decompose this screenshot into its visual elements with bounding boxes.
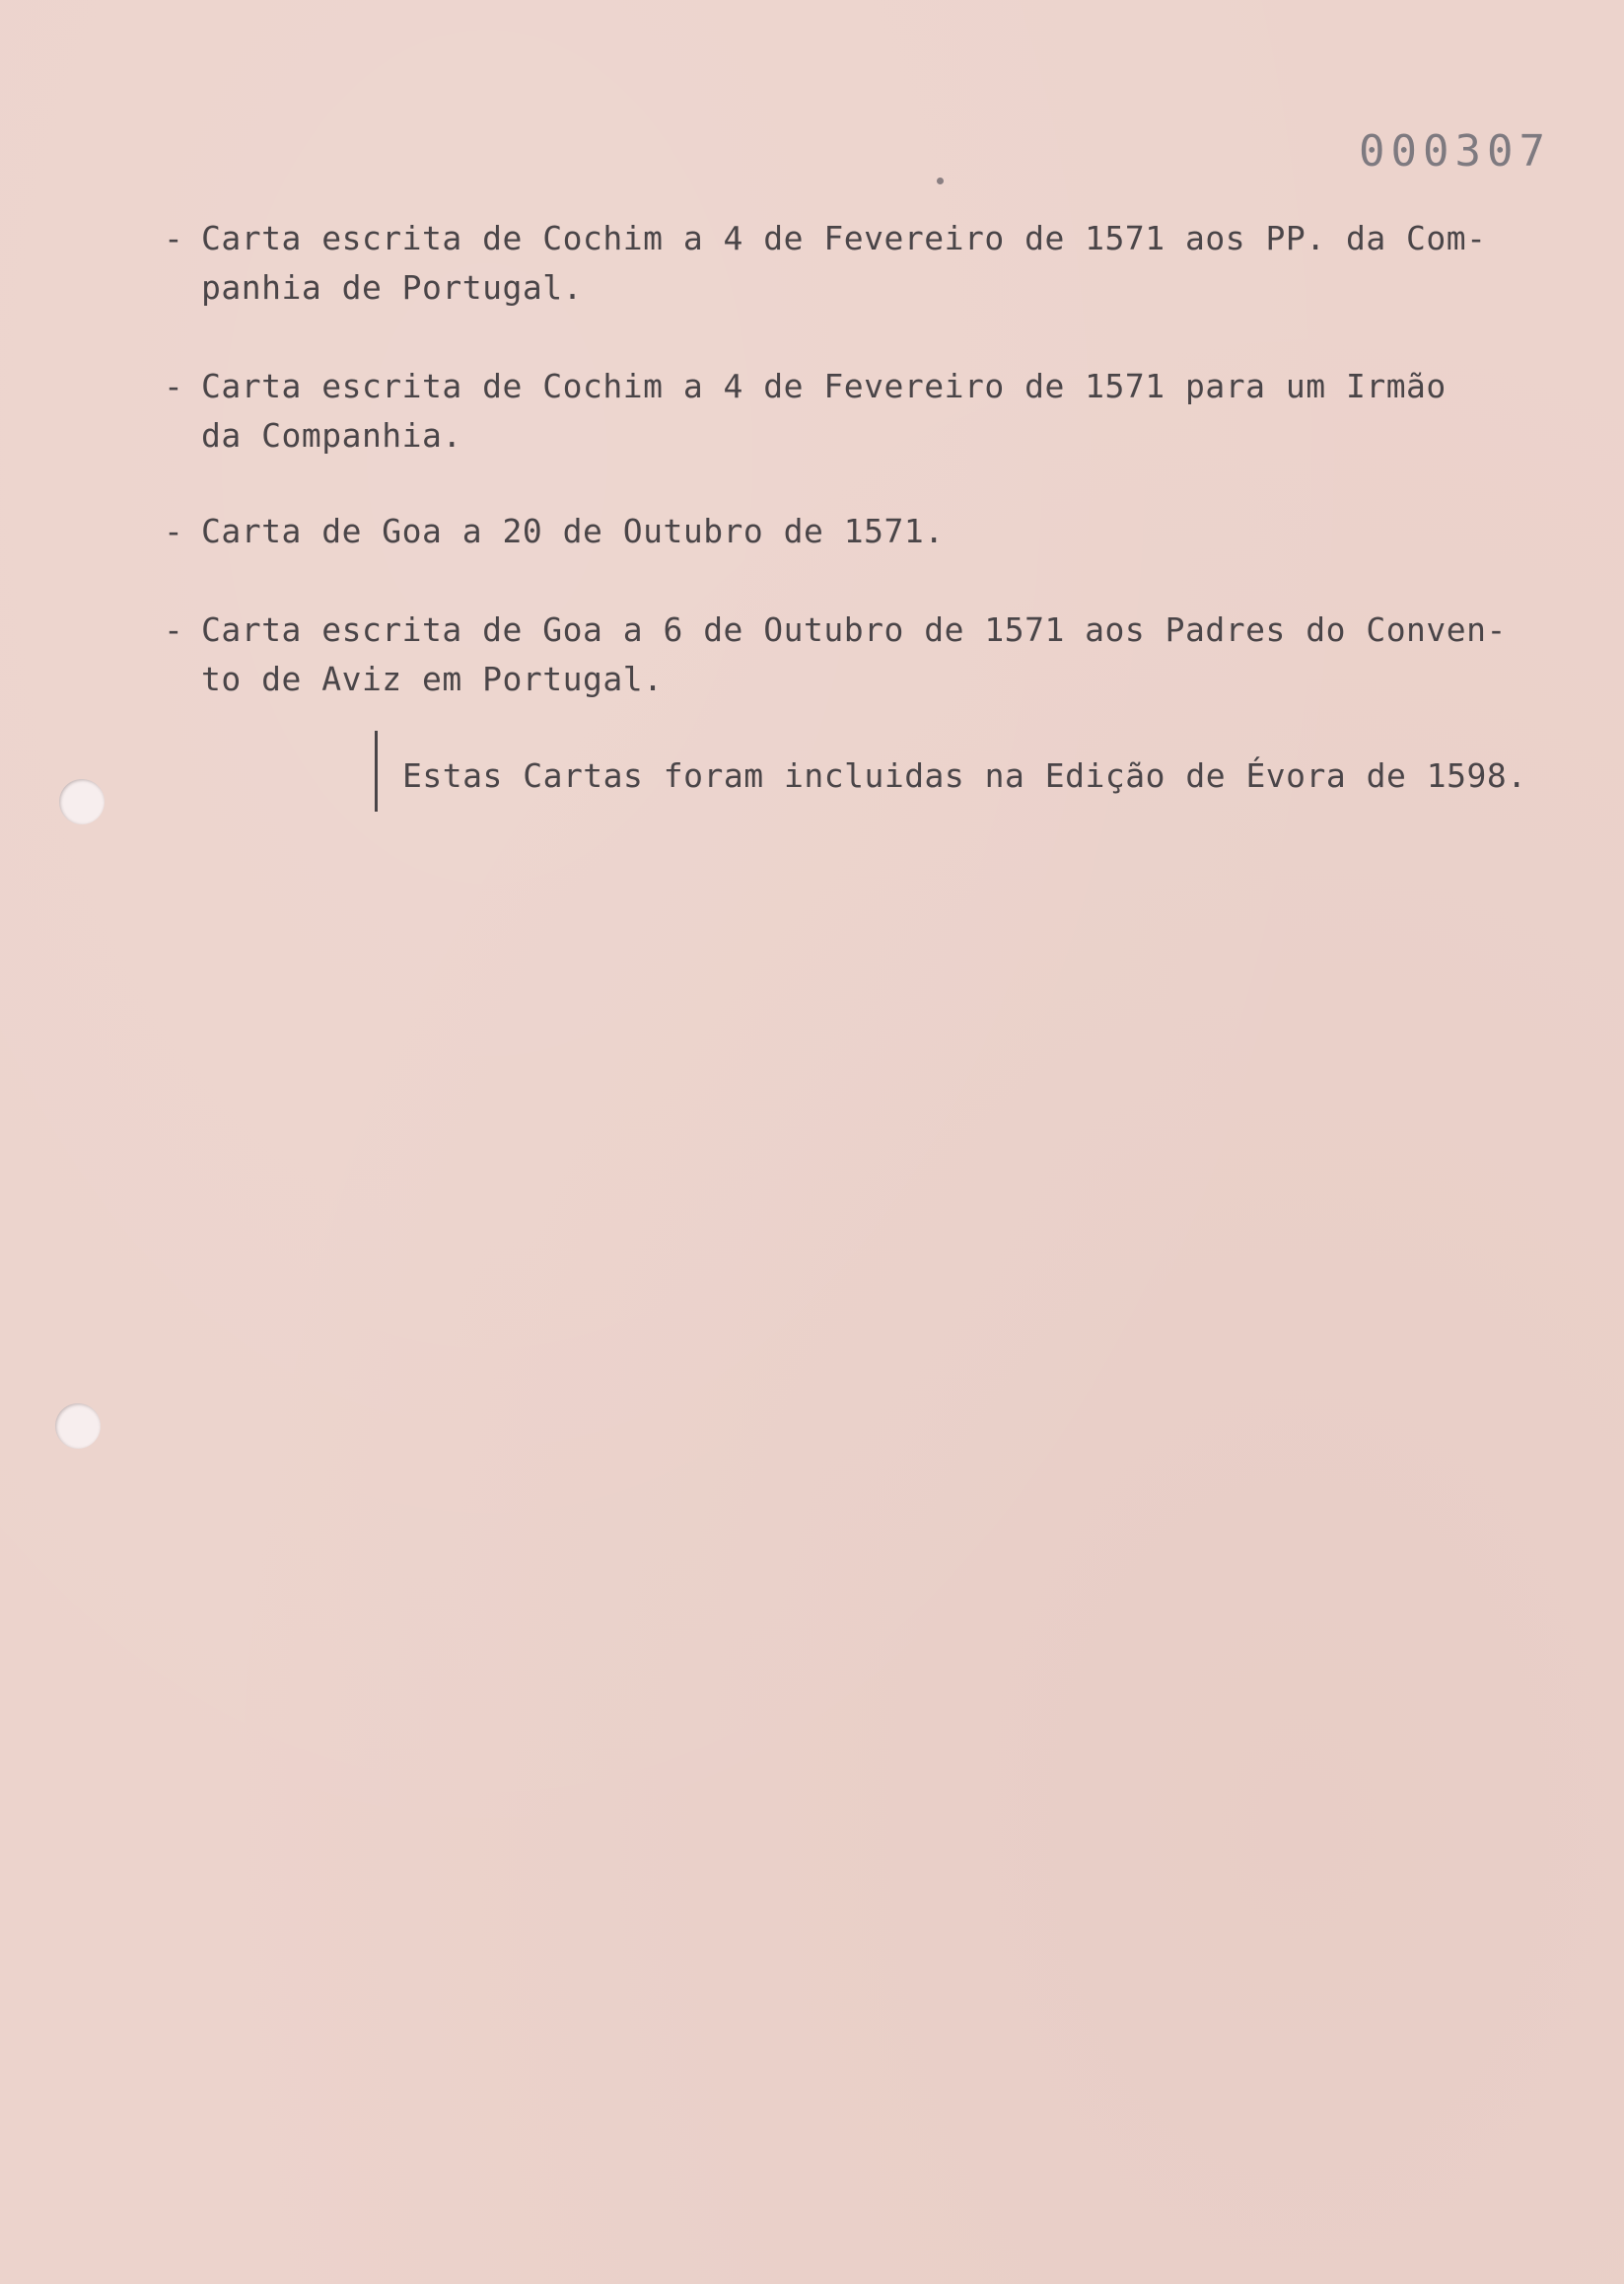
ink-speck — [937, 178, 944, 184]
list-dash: - — [164, 610, 184, 649]
page-number: 000307 — [1359, 126, 1551, 177]
list-item — [164, 214, 1544, 313]
punch-hole — [55, 1403, 101, 1449]
entry-text-line1: Carta escrita de Cochim a 4 de Fevereiro de 1571 para um Irmão — [201, 367, 1447, 405]
list-dash: - — [164, 512, 184, 550]
entry-text-line2: da Companhia. — [201, 416, 462, 455]
list-item — [164, 362, 1544, 461]
list-item — [164, 507, 1544, 556]
edition-note: Estas Cartas foram incluidas na Edição de Évora de 1598. — [402, 756, 1527, 795]
list-dash: - — [164, 367, 184, 405]
list-dash: - — [164, 219, 184, 257]
margin-bar — [375, 731, 378, 812]
list-item — [164, 606, 1544, 704]
entry-text-line1: Carta escrita de Cochim a 4 de Fevereiro de 1571 aos PP. da Com- — [201, 219, 1487, 257]
entry-text-line2: to de Aviz em Portugal. — [201, 660, 664, 698]
punch-hole — [59, 779, 105, 824]
entry-text-line1: Carta de Goa a 20 de Outubro de 1571. — [201, 512, 945, 550]
entry-text-line1: Carta escrita de Goa a 6 de Outubro de 1571 aos Padres do Conven- — [201, 610, 1507, 649]
entry-text-line2: panhia de Portugal. — [201, 268, 583, 307]
